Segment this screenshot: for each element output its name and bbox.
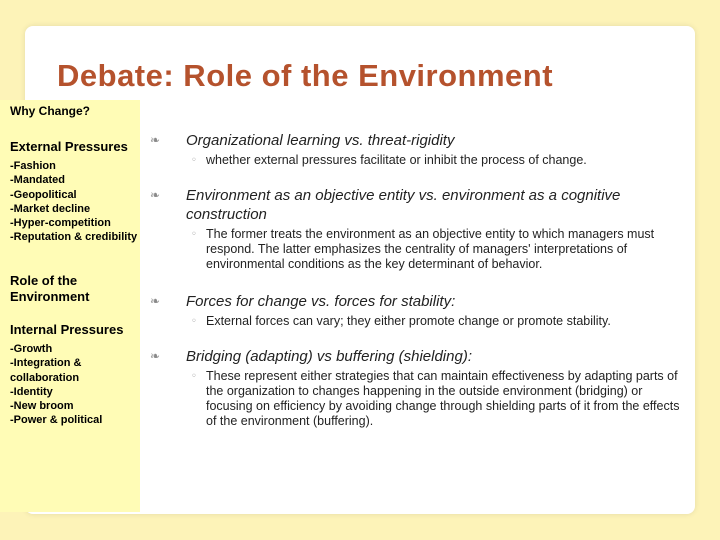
- role-heading: Role of the Environment: [10, 273, 90, 304]
- sub-bullet: [191, 314, 680, 329]
- list-item: -Power & political: [10, 414, 103, 427]
- scroll-bullet-icon: ❧: [150, 349, 161, 363]
- bullet-item: [150, 292, 680, 329]
- list-item: -Growth: [10, 343, 53, 355]
- bullet-item: [150, 131, 680, 168]
- sub-bullet: [191, 227, 680, 272]
- external-pressures-section: [10, 139, 140, 245]
- external-pressures-heading: External Pressures: [10, 139, 128, 154]
- bullet-text: Environment as an objective entity vs. environment as a cognitive construction: [186, 187, 621, 223]
- bullet-text: Forces for change vs. forces for stability:: [186, 293, 456, 310]
- sub-bullet: [191, 153, 680, 168]
- list-item: -Fashion: [10, 160, 56, 172]
- sub-bullet-icon: ◦: [191, 229, 197, 240]
- sub-bullet-text: External forces can vary; they either promote change or promote stability.: [206, 314, 611, 328]
- why-change-label: Why Change?: [10, 104, 90, 118]
- list-item: -Reputation & credibility: [10, 231, 138, 244]
- list-item: -Hyper-competition: [10, 217, 111, 230]
- scroll-bullet-icon: ❧: [150, 133, 161, 147]
- list-item: -Mandated: [10, 174, 65, 187]
- bullet-text: Bridging (adapting) vs buffering (shielding):: [186, 348, 472, 365]
- list-item: -Integration & collaboration: [10, 357, 82, 384]
- list-item: -Identity: [10, 385, 53, 398]
- internal-pressures-heading: Internal Pressures: [10, 322, 124, 337]
- list-item: -Geopolitical: [10, 188, 77, 201]
- scroll-bullet-icon: ❧: [150, 188, 161, 202]
- sub-bullet-text: whether external pressures facilitate or inhibit the process of change.: [206, 153, 587, 167]
- list-item: -Market decline: [10, 202, 91, 215]
- sub-bullet-icon: ◦: [191, 316, 197, 327]
- bullet-item: [150, 347, 680, 429]
- slide-title: Debate: Role of the Environment: [57, 58, 554, 93]
- scroll-bullet-icon: ❧: [150, 294, 161, 308]
- sub-bullet-icon: ◦: [191, 371, 197, 382]
- bullet-item: [150, 186, 680, 272]
- list-item: -New broom: [10, 400, 74, 413]
- external-pressures-list: [10, 159, 140, 245]
- sub-bullet-text: These represent either strategies that can maintain effectiveness by adapting parts of the organization to changes happening in the outside environment (bridging) or focusing on efficiency by avoiding change through shielding parts of it from the effects of the environment (buffering).: [206, 369, 680, 428]
- sub-bullet-text: The former treats the environment as an objective entity to which managers must respond. The latter emphasizes the centrality of managers' interpretations of environmental conditions as the key determinant of behavior.: [206, 227, 655, 271]
- sub-bullet: [191, 369, 680, 429]
- bullet-text: Organizational learning vs. threat-rigidity: [186, 132, 455, 149]
- internal-pressures-list: [10, 342, 140, 428]
- sub-bullet-icon: ◦: [191, 155, 197, 166]
- role-section: [10, 273, 140, 305]
- main-content: [150, 131, 680, 429]
- internal-pressures-section: [10, 322, 140, 428]
